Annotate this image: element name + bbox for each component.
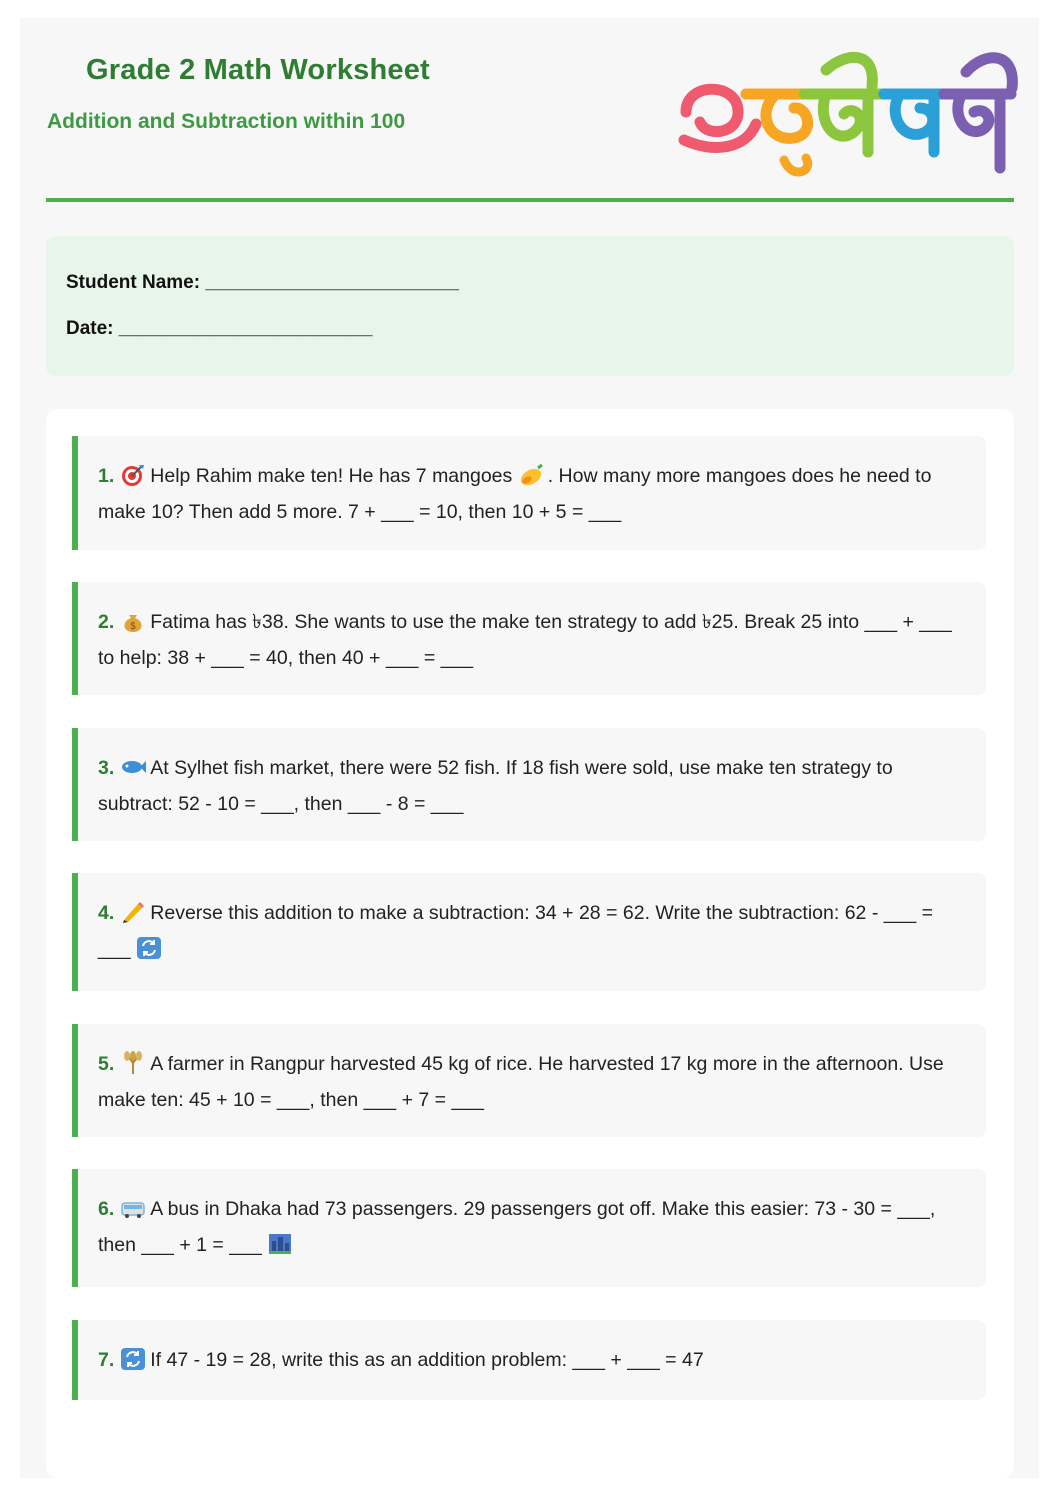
date-field[interactable]: Date: ________________________	[66, 318, 373, 339]
pencil-icon	[120, 900, 146, 924]
questions-card	[46, 409, 1014, 1478]
target-icon	[120, 463, 146, 487]
question-text: If 47 - 19 = 28, write this as an addition problem: ___ + ___ = 47	[150, 1349, 704, 1371]
worksheet-page	[20, 18, 1039, 1478]
rice-sheaf-icon	[120, 1051, 146, 1075]
question-number: 3.	[98, 757, 115, 779]
question-text: At Sylhet fish market, there were 52 fish. If 18 fish were sold, use make ten strategy to subtract: 52 - 10 = ___, then ___ - 8 = ___	[98, 757, 893, 815]
question-7	[72, 1320, 986, 1400]
question-number: 2.	[98, 611, 115, 633]
worksheet-header	[20, 18, 1039, 203]
question-number: 4.	[98, 902, 115, 924]
svg-text:$: $	[130, 621, 137, 632]
repeat-arrows-icon	[136, 936, 162, 960]
question-5	[72, 1024, 986, 1137]
student-name-field[interactable]: Student Name: ________________________	[66, 272, 459, 293]
question-4	[72, 873, 986, 991]
question-text: Help Rahim make ten! He has 7 mangoes	[150, 465, 513, 487]
question-text-continued: . How many more mangoes does he need to make 10? Then add 5 more. 7 + ___ = 10, then 10 + 5 = ___	[98, 465, 932, 523]
question-number: 5.	[98, 1053, 115, 1075]
question-number: 1.	[98, 465, 115, 487]
question-1	[72, 436, 986, 550]
page-subtitle: Addition and Subtraction within 100	[47, 110, 406, 133]
fish-icon	[120, 755, 146, 779]
question-number: 6.	[98, 1198, 115, 1220]
question-6	[72, 1169, 986, 1287]
anushiloni-logo	[676, 42, 1021, 182]
header-divider	[46, 198, 1014, 202]
repeat-arrows-icon	[120, 1347, 146, 1371]
question-text: A bus in Dhaka had 73 passengers. 29 passengers got off. Make this easier: 73 - 30 = ___, then ___ + 1 = ___	[98, 1198, 936, 1256]
question-text: A farmer in Rangpur harvested 45 kg of rice. He harvested 17 kg more in the afternoon. Use make ten: 45 + 10 = ___, then ___ + 7 = ___	[98, 1053, 944, 1111]
city-icon	[267, 1232, 293, 1256]
mango-icon	[518, 463, 544, 487]
question-3	[72, 728, 986, 841]
question-text: Fatima has ৳38. She wants to use the make ten strategy to add ৳25. Break 25 into ___ + ___ to help: 38 + ___ = 40, then 40 + ___ = ___	[98, 611, 952, 669]
money-bag-icon	[120, 609, 146, 633]
student-info-box	[46, 236, 1014, 376]
page-title: Grade 2 Math Worksheet	[86, 54, 430, 86]
question-2	[72, 582, 986, 695]
question-text: Reverse this addition to make a subtraction: 34 + 28 = 62. Write the subtraction: 62 - ___ = ___	[98, 902, 934, 960]
question-number: 7.	[98, 1349, 115, 1371]
bus-icon	[120, 1196, 146, 1220]
